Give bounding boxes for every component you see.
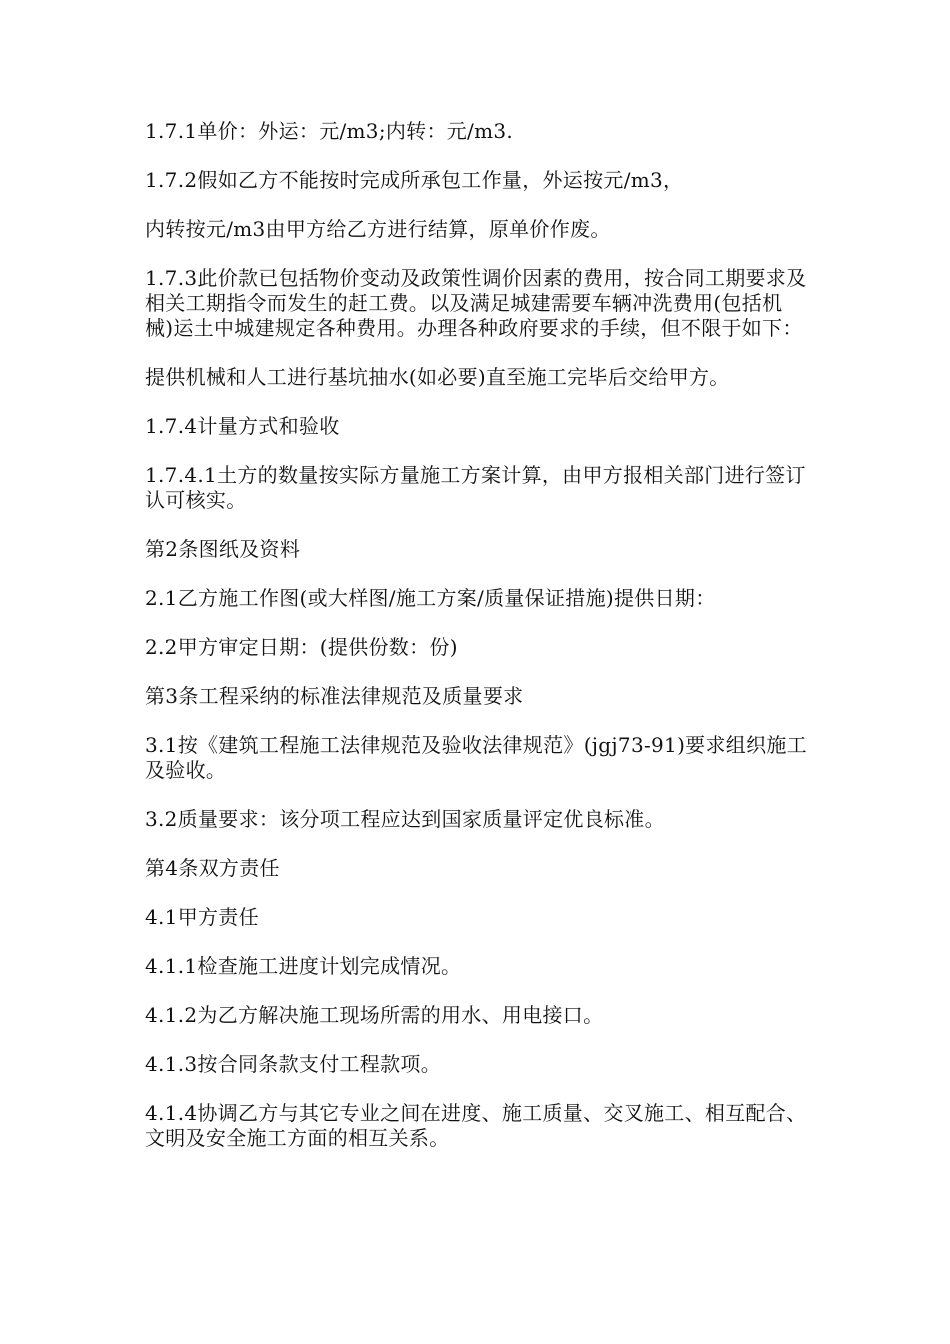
paragraph-4-1-1: 4.1.1检查施工进度计划完成情况。 [145, 954, 462, 978]
heading-article-3: 第3条工程采纳的标准法律规范及质量要求 [145, 684, 524, 708]
paragraph-2-1: 2.1乙方施工作图(或大样图/施工方案/质量保证措施)提供日期： [145, 586, 716, 610]
paragraph-4-1-3: 4.1.3按合同条款支付工程款项。 [145, 1052, 441, 1076]
heading-article-4: 第4条双方责任 [145, 856, 280, 880]
paragraph-3-1: 3.1按《建筑工程施工法律规范及验收法律规范》(jgj73-91)要求组织施工及验收。 [145, 733, 807, 782]
paragraph-1-7-3: 1.7.3此价款已包括物价变动及政策性调价因素的费用，按合同工期要求及相关工期指令而发生的赶工费。以及满足城建需要车辆冲洗费用(包括机械)运土中城建规定各种费用。办理各种政府要求的手续，但不限于如下： [145, 266, 807, 340]
paragraph-pumping: 提供机械和人工进行基坑抽水(如必要)直至施工完毕后交给甲方。 [145, 365, 730, 389]
heading-article-2: 第2条图纸及资料 [145, 537, 301, 561]
paragraph-2-2: 2.2甲方审定日期：(提供份数：份) [145, 635, 458, 659]
paragraph-1-7-4: 1.7.4计量方式和验收 [145, 414, 340, 438]
paragraph-1-7-4-1: 1.7.4.1土方的数量按实际方量施工方案计算，由甲方报相关部门进行签订认可核实。 [145, 463, 806, 512]
paragraph-1-7-2-continued: 内转按元/m3由甲方给乙方进行结算，原单价作废。 [145, 217, 611, 241]
paragraph-4-1-4: 4.1.4协调乙方与其它专业之间在进度、施工质量、交叉施工、相互配合、文明及安全施工方面的相互关系。 [145, 1101, 807, 1150]
paragraph-1-7-2: 1.7.2假如乙方不能按时完成所承包工作量，外运按元/m3， [145, 168, 684, 192]
paragraph-4-1-2: 4.1.2为乙方解决施工现场所需的用水、用电接口。 [145, 1003, 604, 1027]
paragraph-3-2: 3.2质量要求：该分项工程应达到国家质量评定优良标准。 [145, 807, 665, 831]
document-body [145, 119, 810, 1175]
paragraph-4-1: 4.1甲方责任 [145, 905, 259, 929]
paragraph-1-7-1: 1.7.1单价：外运：元/m3;内转：元/m3. [145, 119, 514, 143]
